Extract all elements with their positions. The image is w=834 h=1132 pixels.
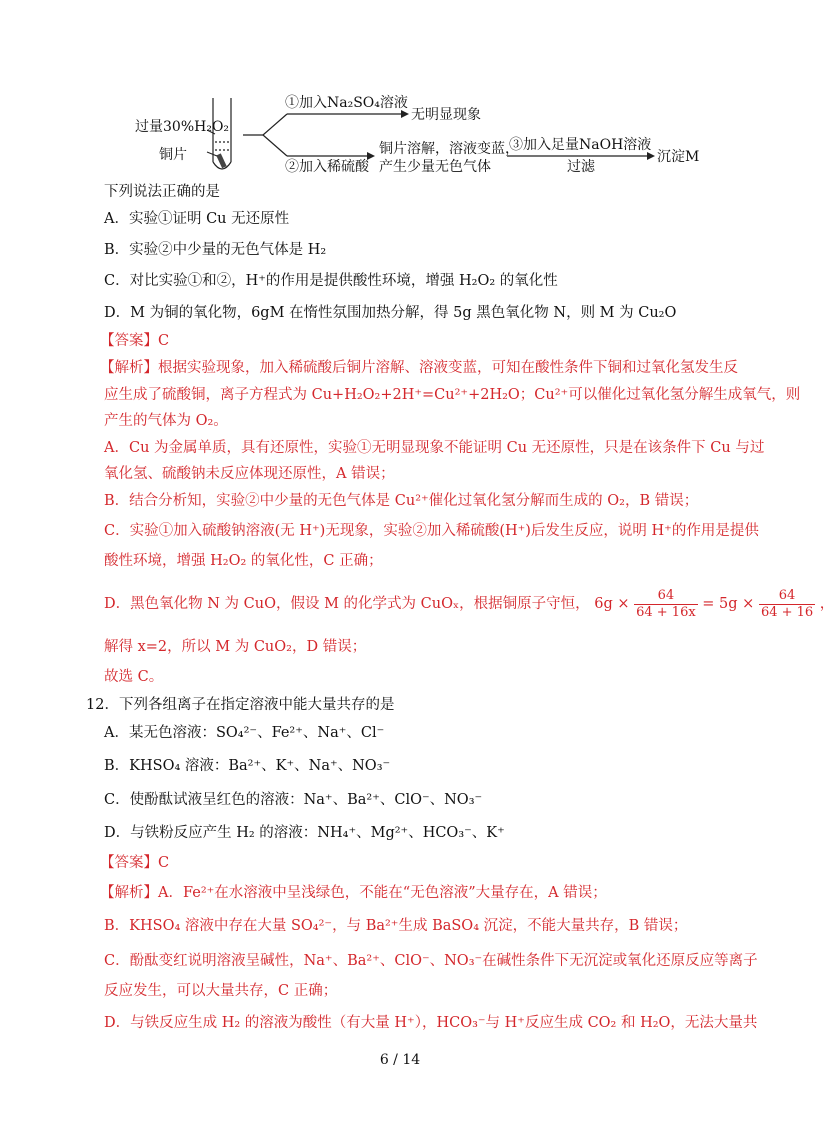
q12-stem: 12．下列各组离子在指定溶液中能大量共存的是	[86, 697, 395, 713]
q11-conclusion: 故选 C。	[104, 669, 164, 685]
q11-analysis-4: A．Cu 为金属单质，具有还原性，实验①无明显现象不能证明 Cu 无还原性，只是在该条件下 Cu 与过	[104, 440, 765, 456]
q11-fraction-1	[634, 588, 698, 621]
q12-option-c: C．使酚酞试液呈红色的溶液：Na⁺、Ba²⁺、ClO⁻、NO₃⁻	[104, 792, 483, 808]
q11-frac1-num: 64	[634, 588, 698, 605]
q12-analysis-1: 【解析】A．Fe²⁺在水溶液中呈浅绿色，不能在“无色溶液”大量存在，A 错误；	[100, 885, 607, 901]
step3-sub: 过滤	[567, 159, 595, 175]
q11-d-prefix: D．黑色氧化物 N 为 CuO，假设 M 的化学式为 CuOₓ，根据铜原子守恒，	[104, 596, 590, 612]
q11-d-eq-end: ，	[819, 596, 834, 612]
copper-label: 铜片	[159, 147, 187, 163]
q11-frac2-den: 64 + 16	[760, 604, 814, 620]
q12-option-b: B．KHSO₄ 溶液：Ba²⁺、K⁺、Na⁺、NO₃⁻	[104, 758, 391, 774]
branch2-label: ②加入稀硫酸	[285, 159, 369, 175]
q11-option-d: D．M 为铜的氧化物，6gM 在惰性氛围加热分解，得 5g 黑色氧化物 N，则 M 为 Cu₂O	[104, 305, 677, 321]
q12-analysis-3: C．酚酞变红说明溶液呈碱性，Na⁺、Ba²⁺、ClO⁻、NO₃⁻在碱性条件下无沉淀或氧化还原反应等离子	[104, 953, 758, 969]
branch1-result: 无明显现象	[411, 107, 481, 123]
q11-frac1-den: 64 + 16x	[636, 604, 696, 620]
q11-d-eq-mid: = 5g ×	[702, 596, 755, 612]
copper-piece-icon	[216, 153, 226, 168]
q12-analysis-2: B．KHSO₄ 溶液中存在大量 SO₄²⁻，与 Ba²⁺生成 BaSO₄ 沉淀，不能大量共存，B 错误；	[104, 918, 688, 934]
q11-fraction-2	[759, 588, 815, 621]
q12-answer: 【答案】C	[100, 855, 170, 871]
q12-option-d: D．与铁粉反应产生 H₂ 的溶液：NH₄⁺、Mg²⁺、HCO₃⁻、K⁺	[104, 825, 505, 841]
step3-label: ③加入足量NaOH溶液	[509, 137, 652, 153]
q11-analysis-5: 氧化氢、硫酸钠未反应体现还原性，A 错误；	[104, 466, 395, 482]
q12-analysis-5: D．与铁反应生成 H₂ 的溶液为酸性（有大量 H⁺），HCO₃⁻与 H⁺反应生成 CO₂ 和 H₂O，无法大量共	[104, 1015, 758, 1031]
q11-analysis-2: 应生成了硫酸铜，离子方程式为 Cu+H₂O₂+2H⁺=Cu²⁺+2H₂O；Cu²⁺可以催化过氧化氢分解生成氧气，则	[104, 387, 801, 403]
q11-d-eq-left: 6g ×	[594, 596, 630, 612]
final-result: 沉淀M	[657, 149, 700, 165]
page-number: 6 / 14	[379, 1052, 421, 1068]
branch1-label: ①加入Na₂SO₄溶液	[285, 95, 408, 111]
q11-option-c: C．对比实验①和②，H⁺的作用是提供酸性环境，增强 H₂O₂ 的氧化性	[104, 273, 558, 289]
branch2-result-line2: 产生少量无色气体	[379, 159, 491, 175]
q12-option-a: A．某无色溶液：SO₄²⁻、Fe²⁺、Na⁺、Cl⁻	[104, 725, 385, 741]
q11-answer: 【答案】C	[100, 333, 170, 349]
q11-analysis-6: B．结合分析知，实验②中少量的无色气体是 Cu²⁺催化过氧化氢分解而生成的 O₂，B 错误；	[104, 493, 699, 509]
q11-analysis-3: 产生的气体为 O₂。	[104, 413, 228, 429]
q11-analysis-1: 【解析】根据实验现象，加入稀硫酸后铜片溶解、溶液变蓝，可知在酸性条件下铜和过氧化氢发生反	[100, 360, 738, 376]
q11-analysis-7: C．实验①加入硫酸钠溶液(无 H⁺)无现象，实验②加入稀硫酸(H⁺)后发生反应，说明 H⁺的作用是提供	[104, 523, 759, 539]
q11-analysis-d	[104, 586, 834, 622]
reagent-label: 过量30%H₂O₂	[135, 119, 230, 135]
q11-option-b: B．实验②中少量的无色气体是 H₂	[104, 242, 327, 258]
q12-analysis-4: 反应发生，可以大量共存，C 正确；	[104, 983, 338, 999]
q11-frac2-num: 64	[759, 588, 815, 605]
q11-d-solve: 解得 x=2，所以 M 为 CuO₂，D 错误；	[104, 639, 367, 655]
q11-stem: 下列说法正确的是	[104, 184, 220, 200]
branch2-result-line1: 铜片溶解，溶液变蓝，	[379, 141, 519, 157]
q11-analysis-8: 酸性环境，增强 H₂O₂ 的氧化性，C 正确；	[104, 553, 383, 569]
q11-option-a: A．实验①证明 Cu 无还原性	[104, 211, 290, 227]
experiment-diagram	[135, 90, 700, 180]
